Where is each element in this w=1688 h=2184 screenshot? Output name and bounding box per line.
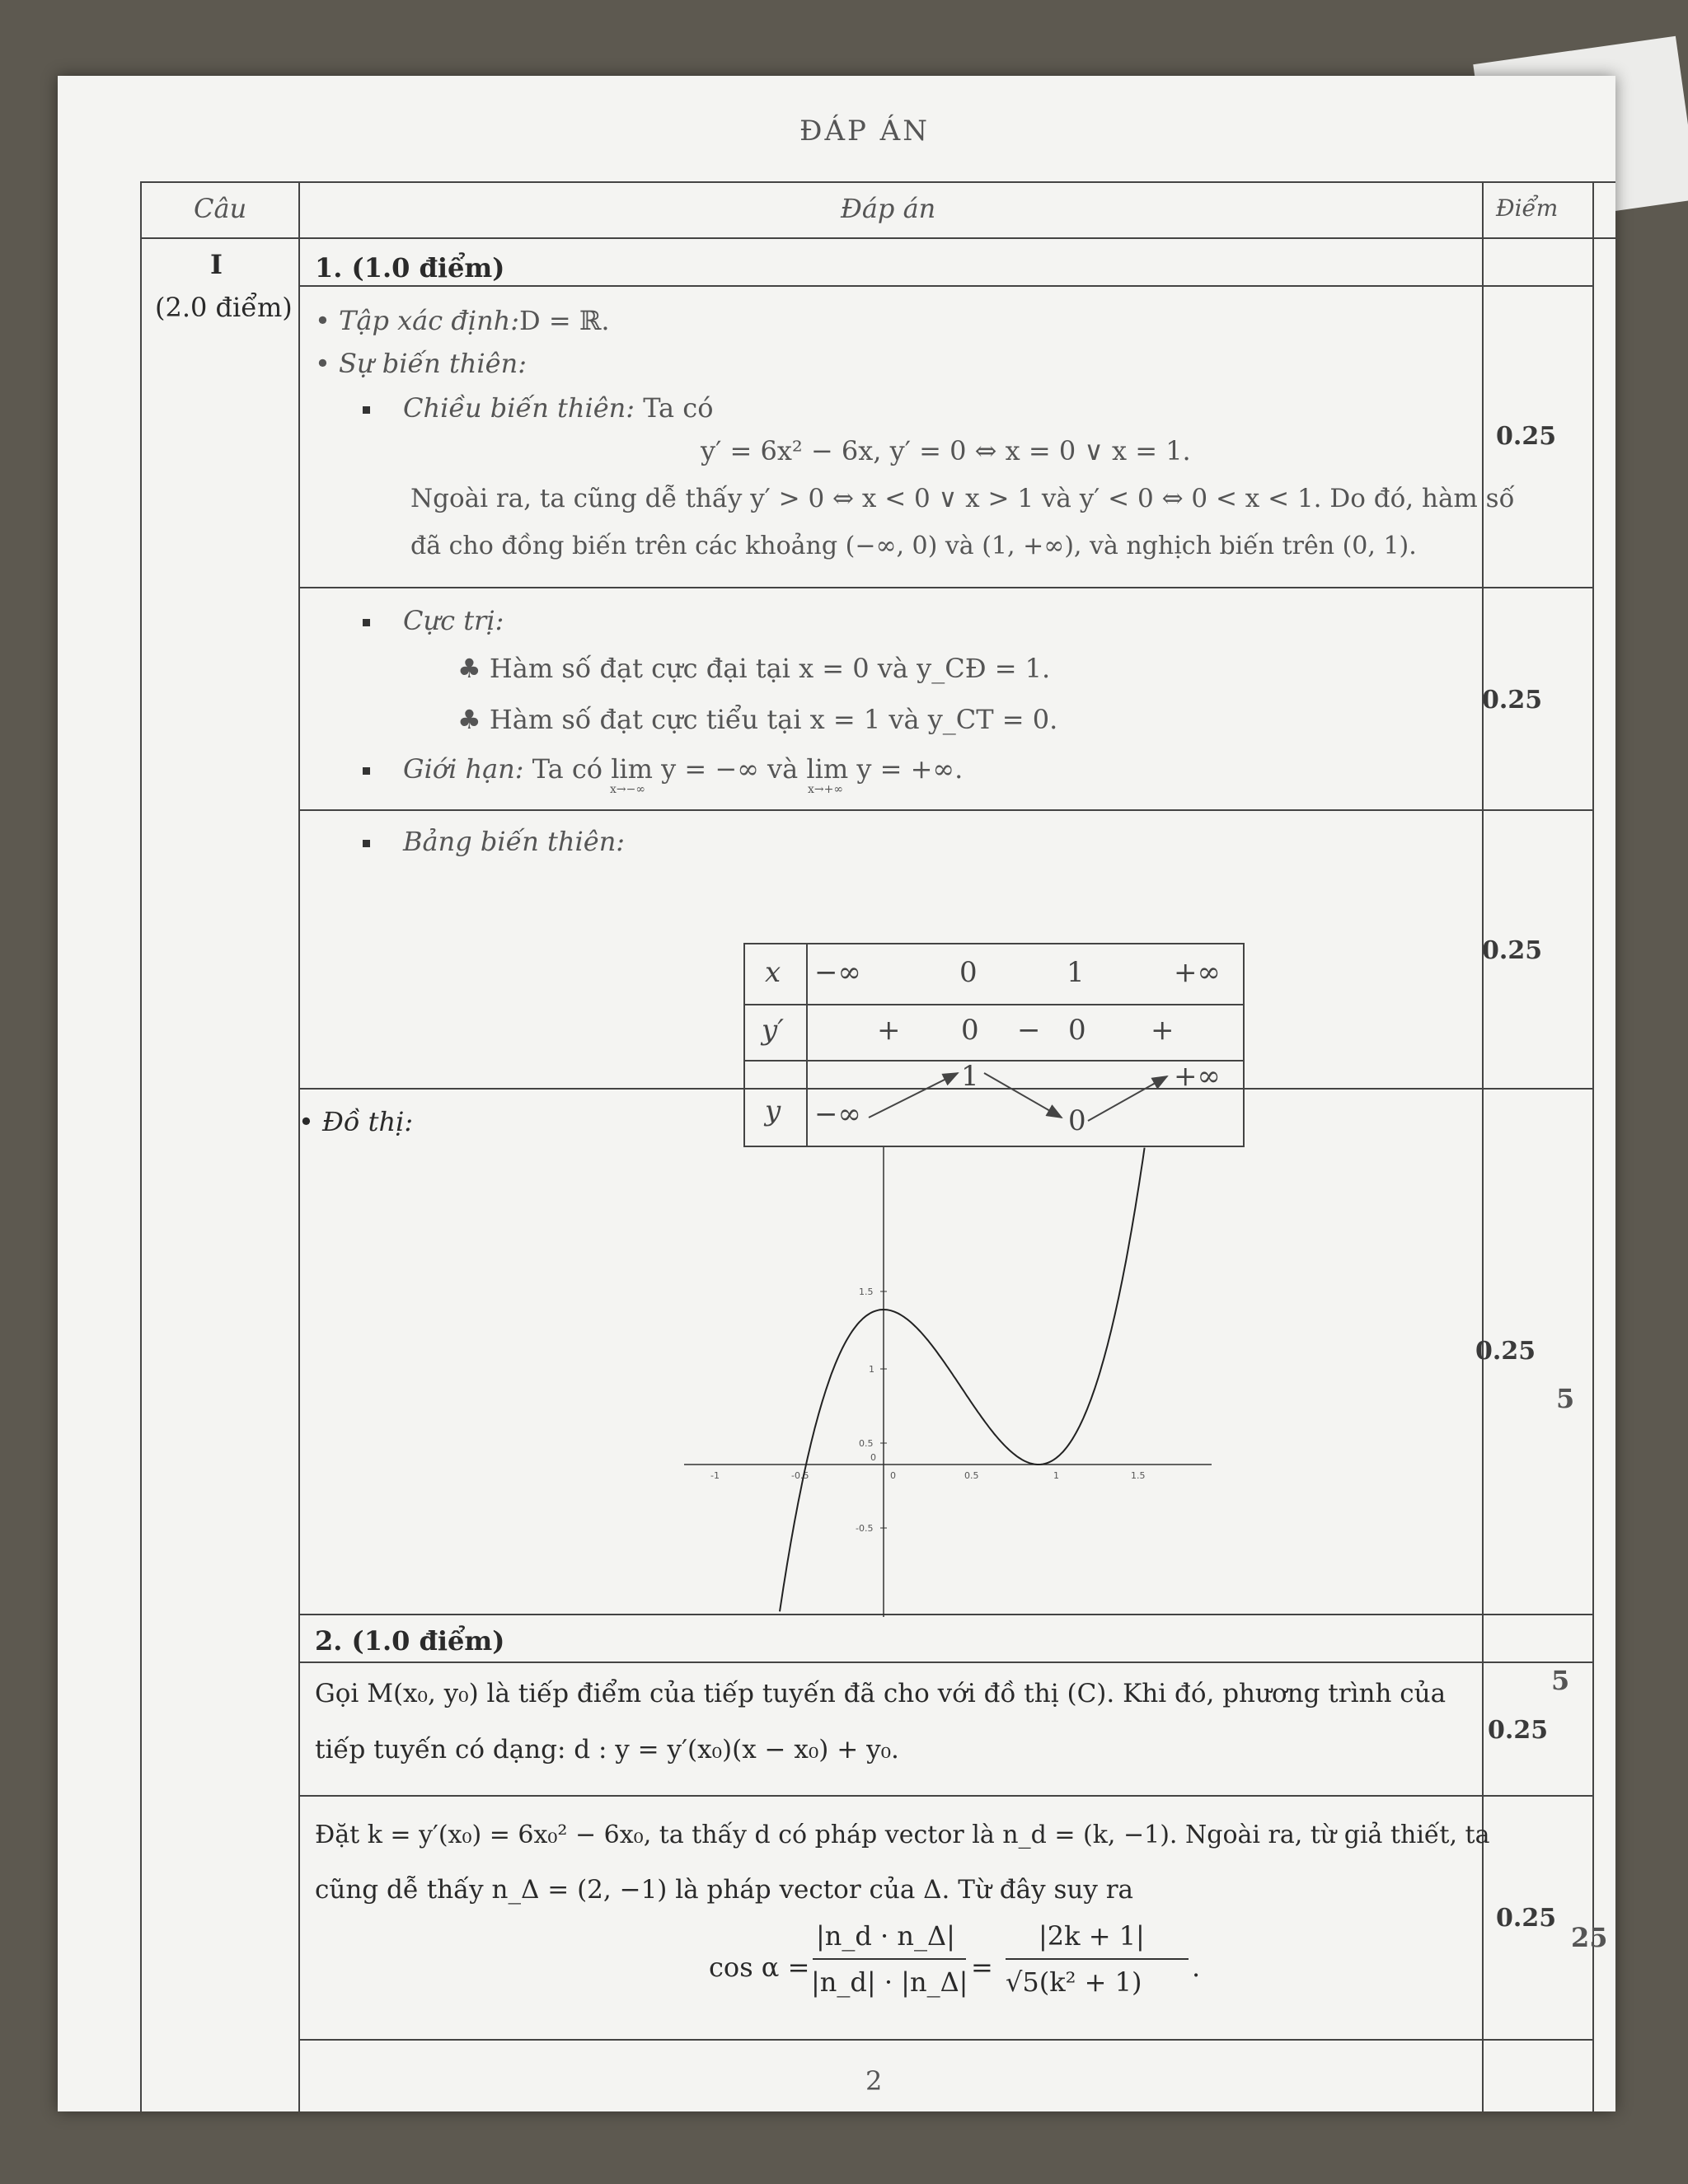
question-column-border	[298, 181, 300, 2111]
vtable-yprime-zero: 0	[961, 1014, 979, 1047]
header-bottom-border	[140, 237, 1615, 239]
bullet-square	[363, 406, 370, 414]
bullet-square	[363, 767, 370, 775]
club-bullet-icon: ♣	[457, 704, 490, 735]
club-bullet-icon: ♣	[457, 653, 490, 684]
cos-lhs: cos α =	[709, 1952, 810, 1983]
margin-mark: 5	[1556, 1383, 1575, 1414]
monotonic-intro: Ta có	[643, 392, 714, 424]
vtable-yprime-label: y′	[762, 1014, 784, 1047]
frac2-numerator: |2k + 1|	[1039, 1920, 1145, 1952]
extrema-min-text: Hàm số đạt cực tiểu tại x = 1 và y_CT = 0.	[489, 704, 1058, 735]
row2-border	[298, 809, 1592, 811]
equals-sign: =	[971, 1952, 993, 1983]
vtable-x-label: x	[765, 956, 781, 989]
vtable-yprime-zero: 0	[1068, 1014, 1086, 1047]
part2-para1-line1: Gọi M(x₀, y₀) là tiếp điểm của tiếp tuyến đã cho với đồ thị (C). Khi đó, phương trình của	[315, 1679, 1447, 1708]
table-line	[363, 826, 625, 857]
arrow-down	[984, 1073, 1062, 1118]
x-tick: 1	[1053, 1470, 1059, 1481]
table-left-border	[140, 181, 142, 2111]
function-graph	[618, 1139, 1212, 1617]
limit-sub-2: x→+∞	[808, 783, 844, 796]
part2-heading-border	[298, 1661, 1592, 1663]
sign-text-2: đã cho đồng biến trên các khoảng (−∞, 0) và (1, +∞), và nghịch biến trên (0, 1).	[410, 532, 1417, 560]
x-tick: 1.5	[1131, 1470, 1146, 1481]
cubic-curve	[780, 1148, 1145, 1612]
question-number: I	[210, 249, 223, 280]
monotonic-label: Chiều biến thiên:	[403, 392, 635, 424]
period: .	[1192, 1952, 1201, 1983]
score: 0.25	[1482, 936, 1543, 965]
domain-label: • Tập xác định:	[315, 305, 520, 336]
x-tick-labels	[710, 1470, 1146, 1481]
row1-border	[298, 587, 1592, 588]
frac1-bar	[813, 1958, 966, 1960]
answer-sheet	[58, 76, 1615, 2111]
extrema-max	[457, 653, 1050, 684]
limit-label: Giới hạn:	[403, 753, 524, 785]
y-tick: 1.5	[859, 1286, 874, 1297]
frac1-denominator: |n_d| · |n_Δ|	[811, 1966, 968, 1998]
bullet-square	[363, 619, 370, 626]
vtable-y-value: 1	[961, 1060, 979, 1093]
monotonic-line	[363, 392, 713, 424]
part2-para2-line2: cũng dễ thấy n_Δ = (2, −1) là pháp vector của Δ. Từ đây suy ra	[315, 1875, 1133, 1905]
variation-table	[743, 943, 1245, 1147]
limit-sub-1: x→−∞	[610, 783, 646, 796]
vtable-x-value: −∞	[814, 956, 861, 989]
score: 0.25	[1496, 422, 1557, 451]
y-tick: 0.5	[859, 1438, 874, 1449]
part2-heading: 2. (1.0 điểm)	[315, 1625, 505, 1657]
row6-border	[298, 2039, 1592, 2041]
table-top-border	[140, 181, 1615, 183]
vtable-x-value: 1	[1067, 956, 1085, 989]
frac1-numerator: |n_d · n_Δ|	[816, 1920, 955, 1952]
x-tick: -1	[710, 1470, 720, 1481]
table-right-border	[1592, 181, 1594, 2111]
part2-para1-line2: tiếp tuyến có dạng: d : y = y′(x₀)(x − x₀) + y₀.	[315, 1735, 899, 1765]
extrema-label: Cực trị:	[403, 605, 504, 636]
part1-heading-border	[298, 285, 1592, 287]
part2-para2-line1: Đặt k = y′(x₀) = 6x₀² − 6x₀, ta thấy d có pháp vector là n_d = (k, −1). Ngoài ra, từ giả thiết, ta	[315, 1821, 1490, 1849]
page-number: 2	[865, 2065, 883, 2097]
vtable-y-value: +∞	[1174, 1060, 1221, 1093]
domain-value: D = ℝ.	[519, 305, 610, 336]
sign-text-1: Ngoài ra, ta cũng dễ thấy y′ > 0 ⇔ x < 0 ∨ x > 1 và y′ < 0 ⇔ 0 < x < 1. Do đó, hàm số	[410, 484, 1515, 513]
graph-label: • Đồ thị:	[298, 1106, 414, 1137]
extrema-line	[363, 605, 504, 636]
score: 0.25	[1496, 1904, 1557, 1933]
header-score: Điểm	[1496, 194, 1559, 222]
margin-mark: 25	[1571, 1922, 1608, 1953]
vtable-yprime-sign: +	[877, 1014, 901, 1047]
vtable-arrows	[745, 944, 1243, 1146]
arrow-up	[1088, 1076, 1167, 1121]
vtable-y-value: 0	[1068, 1104, 1086, 1137]
table-label: Bảng biến thiên:	[403, 826, 626, 857]
arrow-up	[869, 1073, 958, 1118]
variation-label: • Sự biến thiên:	[315, 348, 527, 379]
vtable-yprime-sign: +	[1151, 1014, 1175, 1047]
page-title: ĐÁP ÁN	[799, 115, 930, 148]
part1-heading: 1. (1.0 điểm)	[315, 252, 505, 284]
header-question: Câu	[194, 193, 247, 224]
score: 0.25	[1475, 1337, 1536, 1366]
limit-line	[363, 753, 963, 785]
margin-mark: 5	[1551, 1665, 1570, 1696]
vtable-x-value: +∞	[1174, 956, 1221, 989]
bullet-square	[363, 840, 370, 847]
derivative-equation: y′ = 6x² − 6x, y′ = 0 ⇔ x = 0 ∨ x = 1.	[701, 435, 1191, 466]
x-tick: -0.5	[791, 1470, 809, 1481]
header-answer: Đáp án	[841, 193, 936, 224]
score: 0.25	[1482, 686, 1543, 715]
frac2-denominator: √5(k² + 1)	[1006, 1966, 1142, 1998]
vtable-y-label: y	[765, 1094, 781, 1127]
vtable-yprime-sign: −	[1017, 1014, 1041, 1047]
y-tick: 0	[870, 1452, 876, 1463]
vtable-y-value: −∞	[814, 1098, 861, 1131]
vtable-x-value: 0	[959, 956, 978, 989]
row5-border	[298, 1795, 1592, 1797]
frac2-bar	[1006, 1958, 1189, 1960]
y-tick: 1	[869, 1364, 874, 1375]
question-points: (2.0 điểm)	[155, 292, 293, 323]
x-tick: 0.5	[964, 1470, 979, 1481]
score: 0.25	[1488, 1716, 1549, 1745]
y-tick: -0.5	[856, 1523, 874, 1534]
x-tick: 0	[890, 1470, 896, 1481]
extrema-min	[457, 704, 1057, 735]
limit-text: Ta có lim y = −∞ và lim y = +∞.	[532, 753, 964, 785]
extrema-max-text: Hàm số đạt cực đại tại x = 0 và y_CĐ = 1.	[489, 653, 1051, 684]
